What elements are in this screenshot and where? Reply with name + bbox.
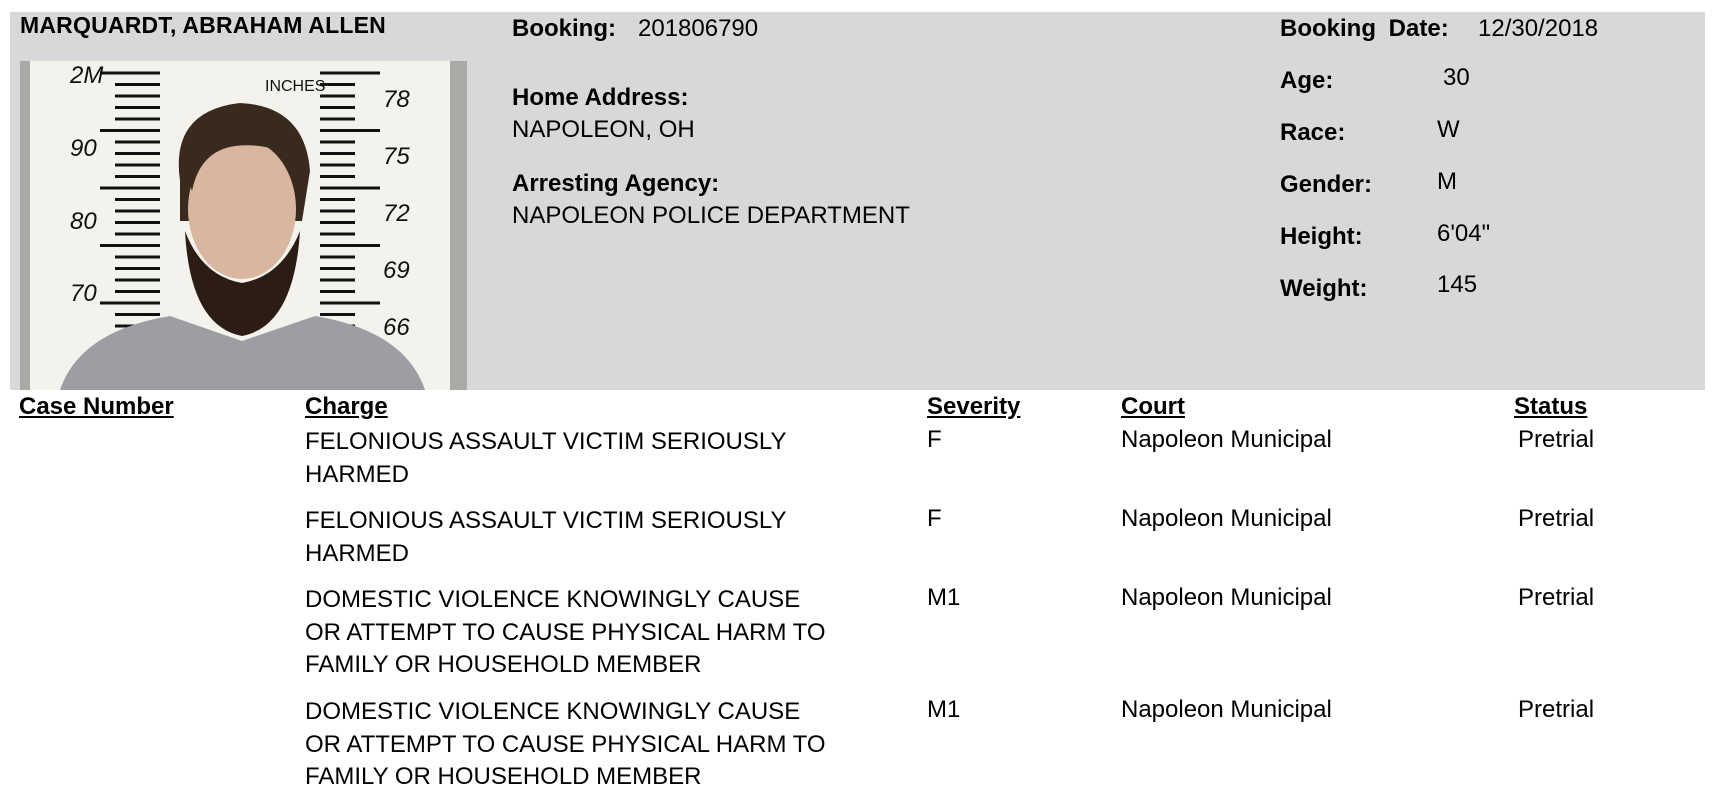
height-scale-right-label: 69 <box>383 257 410 284</box>
booking-number: 201806790 <box>638 15 759 42</box>
charge-description <box>305 584 860 682</box>
race-label: Race: <box>1280 119 1346 146</box>
case-number-column-header: Case Number <box>19 393 174 420</box>
court-cell: Napoleon Municipal <box>1121 696 1332 723</box>
height-scale-right-label: 72 <box>383 200 410 227</box>
charge-column-header: Charge <box>305 393 388 420</box>
charge-line: FAMILY OR HOUSEHOLD MEMBER <box>305 763 702 790</box>
home-address-label: Home Address: <box>512 84 689 111</box>
severity-cell: M1 <box>927 696 961 723</box>
height-scale-right-label: 66 <box>383 314 410 341</box>
mugshot-photo <box>20 61 467 390</box>
severity-cell: F <box>927 505 942 532</box>
court-cell: Napoleon Municipal <box>1121 505 1332 532</box>
height-label: Height: <box>1280 223 1363 250</box>
height-value: 6'04" <box>1437 220 1491 247</box>
status-cell: Pretrial <box>1518 426 1595 453</box>
charge-line: DOMESTIC VIOLENCE KNOWINGLY CAUSE <box>305 586 801 613</box>
severity-cell: F <box>927 426 942 453</box>
charge-line: FELONIOUS ASSAULT VICTIM SERIOUSLY <box>305 507 787 534</box>
height-scale-right-label: 78 <box>383 86 410 113</box>
status-cell: Pretrial <box>1518 505 1595 532</box>
home-address: NAPOLEON, OH <box>512 116 695 143</box>
arresting-agency: NAPOLEON POLICE DEPARTMENT <box>512 202 910 229</box>
charge-description <box>305 696 860 794</box>
charge-description <box>305 426 860 491</box>
race-value: W <box>1437 116 1460 143</box>
court-cell: Napoleon Municipal <box>1121 584 1332 611</box>
charge-line: FELONIOUS ASSAULT VICTIM SERIOUSLY <box>305 428 787 455</box>
booking-date-label <box>1280 15 1449 43</box>
charge-line: FAMILY OR HOUSEHOLD MEMBER <box>305 651 702 678</box>
booking-label: Booking: <box>512 15 616 42</box>
booking-date-label-date: Date: <box>1388 15 1449 42</box>
booking-date-label-word: Booking <box>1280 15 1376 42</box>
weight-value: 145 <box>1437 271 1478 298</box>
severity-cell: M1 <box>927 584 961 611</box>
height-scale-left-label: 70 <box>70 280 97 307</box>
status-cell: Pretrial <box>1518 696 1595 723</box>
booking-date: 12/30/2018 <box>1478 15 1599 42</box>
status-column-header: Status <box>1514 393 1588 420</box>
age-label: Age: <box>1280 67 1334 94</box>
height-scale-unit: INCHES <box>265 78 326 95</box>
court-cell: Napoleon Municipal <box>1121 426 1332 453</box>
inmate-name: MARQUARDT, ABRAHAM ALLEN <box>20 12 386 38</box>
charge-line: HARMED <box>305 539 410 567</box>
age-value: 30 <box>1443 64 1470 91</box>
charge-line: DOMESTIC VIOLENCE KNOWINGLY CAUSE <box>305 698 801 725</box>
charge-line: HARMED <box>305 460 410 488</box>
height-scale-left-label: 80 <box>70 208 97 235</box>
court-column-header: Court <box>1121 393 1185 420</box>
arresting-agency-label: Arresting Agency: <box>512 170 720 197</box>
charge-line: OR ATTEMPT TO CAUSE PHYSICAL HARM TO <box>305 730 826 758</box>
charge-description <box>305 505 860 570</box>
gender-label: Gender: <box>1280 171 1373 198</box>
height-scale-left-label: 90 <box>70 135 97 162</box>
gender-value: M <box>1437 168 1457 195</box>
height-scale-right-label: 75 <box>383 143 410 170</box>
charge-line: OR ATTEMPT TO CAUSE PHYSICAL HARM TO <box>305 618 826 646</box>
status-cell: Pretrial <box>1518 584 1595 611</box>
weight-label: Weight: <box>1280 275 1368 302</box>
severity-column-header: Severity <box>927 393 1021 420</box>
height-scale-left-label: 2M <box>70 62 104 89</box>
